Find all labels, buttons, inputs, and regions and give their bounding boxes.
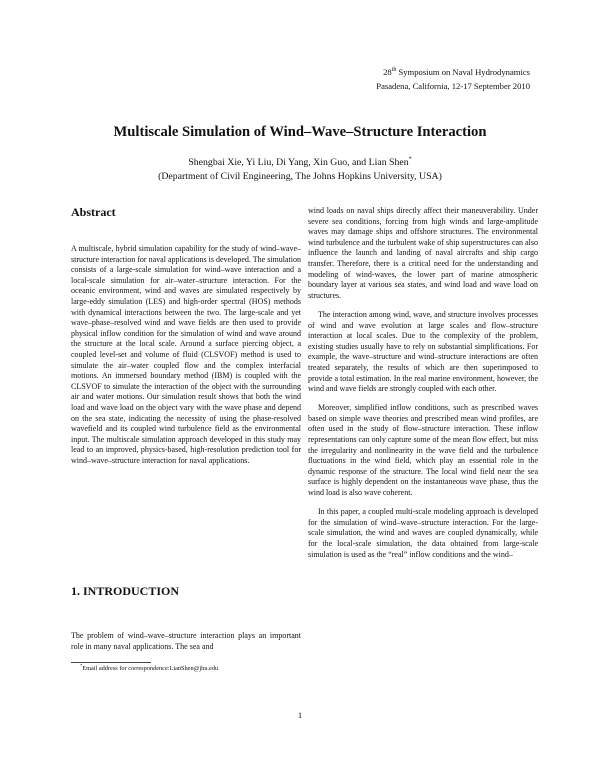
footnote [80,662,219,672]
conference-number: 28 [383,67,392,77]
author-names [0,156,600,170]
paragraph: The interaction among wind, wave, and structure involves processes of wind and wave evolution at large scales and flow–structure interaction at local scales. Due to the complexity of the problem, existing studies usually have to rely on substantial simplifications. For example, the wave–structure and wind–structure interactions are often treated separately, the results of which are then superimposed to provide a total estimation. In the real marine environment, however, the wind and wave fields are strongly coupled with each other. [308,309,538,394]
paragraph: wind loads on naval ships directly affect their maneuverability. Under severe sea conditions, forcing from high winds and large-amplitude waves may damage ships and offshore structures. The environmental wind turbulence and the turbulent wake of ship superstructures can also influence the launch and landing of naval aircrafts and ship cargo transfer. Therefore, there is a critical need for the understanding and modeling of wind-waves, the lower part of marine atmospheric boundary layer at various sea states, and wind load and wave load on structures. [308,206,538,300]
conference-location-date: Pasadena, California, 12-17 September 2010 [376,80,530,91]
conference-name [376,66,530,80]
footnote-rule [71,662,151,663]
footnote-marker: * [80,662,83,668]
footnote-text: Email address for correspondence:LianShen@jhu.edu [82,665,219,672]
abstract-body [71,244,301,466]
introduction-body [71,631,301,652]
introduction-heading: 1. INTRODUCTION [71,584,180,598]
conference-ordinal: th [391,67,397,74]
conference-title: Symposium on Naval Hydrodynamics [396,67,530,77]
paragraph: In this paper, a coupled multi-scale modeling approach is developed for the simulation of wind–wave–structure interaction. For the large-scale simulation, the wind and waves are coupled dynamically, while for the local-scale simulation, the data obtained from large-scale simulation is used as the “real” inflow conditions and the wind– [308,507,538,559]
paragraph: Moreover, simplified inflow conditions, such as prescribed waves based on simple wave theories and prescribed mean wind profiles, are often used in the study of flow–structure interaction. These inflow representations can only capture some of the mean flow effect, but miss the irregularity and nonlinearity in the wave field and the turbulence fluctuations in the wind field, which play an essential role in the dynamic response of the structure. The local wind field near the sea surface is highly dependent on the instantaneous wave phase, thus the wind load is also wave coherent. [308,403,538,498]
author-list: Shengbai Xie, Yi Liu, Di Yang, Xin Guo, and Lian Shen [188,157,409,168]
page-number: 1 [297,710,303,720]
introduction-text: The problem of wind–wave–structure interaction plays an important role in many naval applications. The sea and [71,631,301,651]
right-column [308,206,538,569]
author-block [0,156,600,184]
abstract-heading: Abstract [71,205,116,219]
affiliation: (Department of Civil Engineering, The Johns Hopkins University, USA) [158,171,442,182]
conference-header [376,66,530,93]
paper-title: Multiscale Simulation of Wind–Wave–Structure Interaction [113,124,487,140]
corresponding-marker: * [408,156,412,163]
abstract-text: A multiscale, hybrid simulation capability for the study of wind–wave–structure interaction for naval applications is developed. The simulation consists of a large-scale simulation for wind–wave interaction and a local-scale simulation for air–water–structure interaction. For the oceanic environment, wind and waves are simulated respectively by large-eddy simulation (LES) and high-order spectral (HOS) methods with dynamical interactions between the two. The large-scale and yet wave–phase–resolved wind and wave fields are then used to provide physical inflow condition for the simulation of wind and wave around the structure at the local scale. Around a surface piercing object, a coupled level-set and volume of fluid (CLSVOF) method is used to simulate the air–water coupled flow and the complex interfacial motions. An immersed boundary method (IBM) is coupled with the CLSVOF to simulate the interaction of the object with the surrounding air and water motions. Our simulation result shows that both the wind load and wave load on the object vary with the wave phase and depend on the sea state, indicating the necessity of using the phase-resolved wavefield and its coupled wind turbulence field as the environmental input. The multiscale simulation approach developed in this study may lead to an improved, physics-based, high-resolution prediction tool for wind–wave–structure interaction for naval applications. [71,244,301,465]
